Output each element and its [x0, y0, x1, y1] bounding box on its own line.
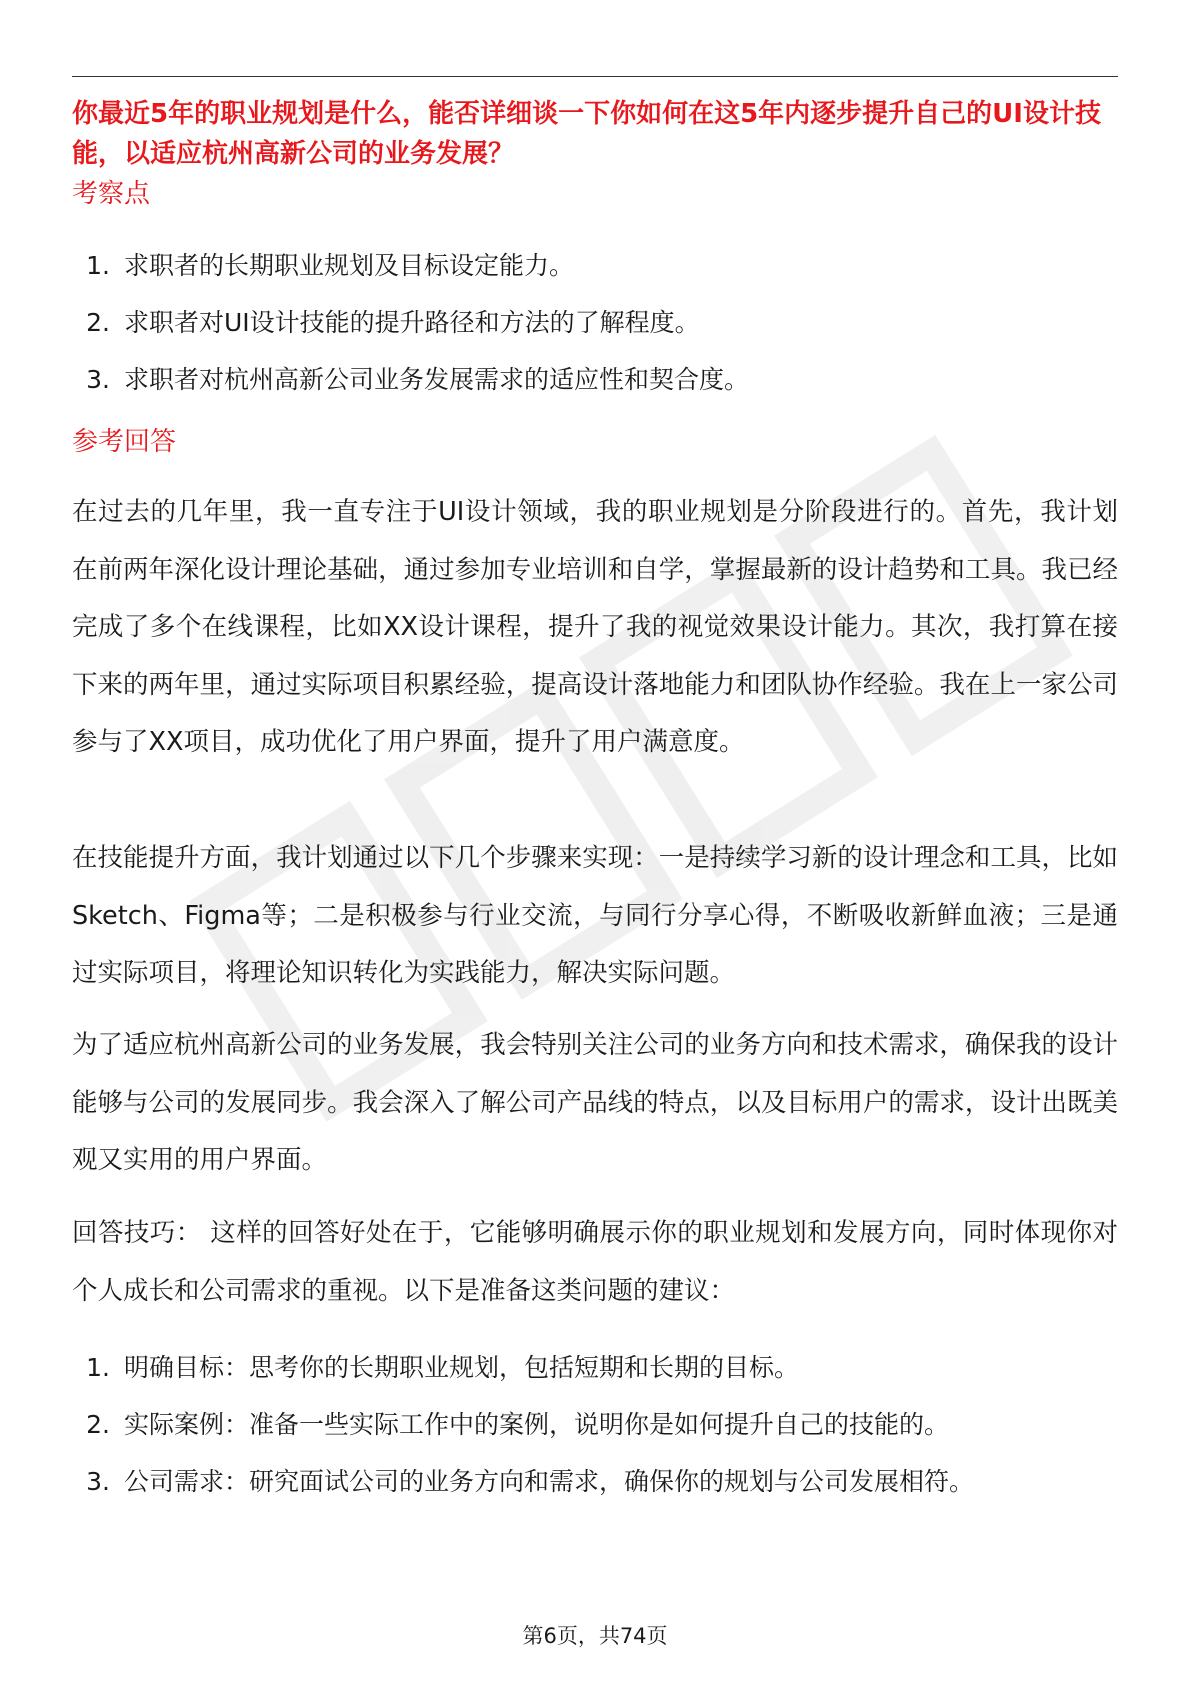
document-page: [72, 0, 1118, 1684]
reference-answer-heading: 参考回答: [72, 427, 177, 457]
list-item: [72, 1350, 1118, 1407]
list-item-number: 3.: [86, 365, 110, 394]
assessment-heading: 考察点: [72, 179, 151, 209]
list-item-text: 求职者的长期职业规划及目标设定能力。: [124, 251, 575, 280]
list-item-text: 求职者对UI设计技能的提升路径和方法的了解程度。: [124, 308, 700, 337]
question-title: 你最近5年的职业规划是什么，能否详细谈一下你如何在这5年内逐步提升自己的UI设计技能，以适应杭州高新公司的业务发展？: [72, 99, 1101, 169]
list-item-number: 3.: [86, 1467, 110, 1496]
page-number-footer: 第6页，共74页: [522, 1624, 668, 1648]
list-item: [72, 305, 1118, 362]
list-item-text: 实际案例：准备一些实际工作中的案例，说明你是如何提升自己的技能的。: [124, 1410, 950, 1439]
answer-paragraph-2: 在技能提升方面，我计划通过以下几个步骤来实现：一是持续学习新的设计理念和工具，比如Sketch、Figma等；二是积极参与行业交流，与同行分享心得，不断吸收新鲜血液；三是通过实际项目，将理论知识转化为实践能力，解决实际问题。: [72, 843, 1118, 988]
list-item: [72, 1407, 1118, 1464]
answer-paragraph-1: 在过去的几年里，我一直专注于UI设计领域，我的职业规划是分阶段进行的。首先，我计划在前两年深化设计理论基础，通过参加专业培训和自学，掌握最新的设计趋势和工具。我已经完成了多个在线课程，比如XX设计课程，提升了我的视觉效果设计能力。其次，我打算在接下来的两年里，通过实际项目积累经验，提高设计落地能力和团队协作经验。我在上一家公司参与了XX项目，成功优化了用户界面，提升了用户满意度。: [72, 497, 1118, 757]
tips-list: [72, 1350, 1118, 1521]
list-item-text: 求职者对杭州高新公司业务发展需求的适应性和契合度。: [124, 365, 750, 394]
answer-tips-paragraph: 回答技巧： 这样的回答好处在于，它能够明确展示你的职业规划和发展方向，同时体现你对个人成长和公司需求的重视。以下是准备这类问题的建议：: [72, 1218, 1118, 1306]
list-item-number: 2.: [86, 1410, 110, 1439]
list-item: [72, 1464, 1118, 1521]
answer-paragraph-3: 为了适应杭州高新公司的业务发展，我会特别关注公司的业务方向和技术需求，确保我的设计能够与公司的发展同步。我会深入了解公司产品线的特点，以及目标用户的需求，设计出既美观又实用的用户界面。: [72, 1030, 1118, 1175]
list-item-number: 1.: [86, 1353, 110, 1382]
assessment-list: [72, 248, 1118, 419]
top-divider: [72, 76, 1118, 77]
list-item: [72, 248, 1118, 305]
list-item-text: 明确目标：思考你的长期职业规划，包括短期和长期的目标。: [124, 1353, 800, 1382]
list-item-number: 1.: [86, 251, 110, 280]
list-item: [72, 362, 1118, 419]
list-item-number: 2.: [86, 308, 110, 337]
list-item-text: 公司需求：研究面试公司的业务方向和需求，确保你的规划与公司发展相符。: [124, 1467, 975, 1496]
